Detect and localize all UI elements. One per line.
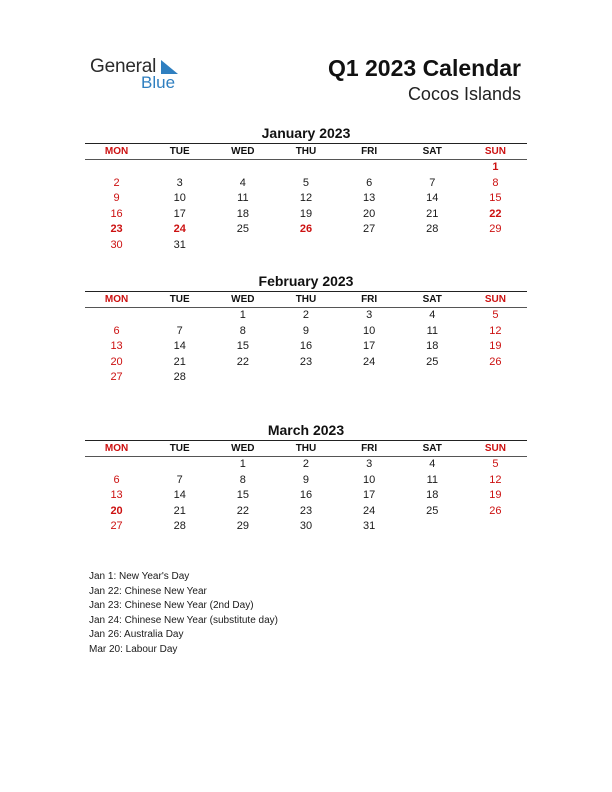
day-cell: 17 <box>363 340 376 352</box>
day-cell: 8 <box>492 176 499 189</box>
day-cell: 10 <box>363 473 376 486</box>
day-cell: 19 <box>299 207 313 220</box>
day-cell: 2 <box>302 309 310 321</box>
day-cell <box>274 238 337 254</box>
weekday-label: FRI <box>361 294 378 305</box>
week-row <box>85 355 527 371</box>
day-cell: 14 <box>426 192 439 204</box>
day-cell: 12 <box>489 473 502 486</box>
day-cell <box>464 370 527 386</box>
day-cell: 1 <box>239 458 246 470</box>
day-cell: 29 <box>489 223 502 235</box>
weekday-header <box>85 143 527 160</box>
page-title: Q1 2023 Calendar <box>327 55 521 81</box>
day-cell: 26 <box>299 223 313 235</box>
page-subtitle: Cocos Islands <box>407 84 521 104</box>
day-cell: 28 <box>173 520 186 532</box>
day-cell: 13 <box>363 192 376 204</box>
week-row <box>85 176 527 192</box>
day-cell <box>274 160 337 176</box>
day-cell: 12 <box>489 324 502 337</box>
day-cell: 2 <box>113 176 120 189</box>
day-cell <box>211 370 274 386</box>
day-cell: 25 <box>426 355 439 368</box>
day-cell: 10 <box>173 192 186 204</box>
day-cell: 18 <box>236 207 249 220</box>
day-cell: 21 <box>173 355 186 368</box>
week-row <box>85 160 527 176</box>
day-cell: 28 <box>173 371 186 383</box>
day-cell: 26 <box>489 504 502 517</box>
day-cell: 19 <box>489 340 502 352</box>
weekday-header <box>85 440 527 457</box>
day-cell: 23 <box>110 223 123 235</box>
weekday-label: WED <box>231 146 255 157</box>
day-cell: 26 <box>489 355 502 368</box>
week-row <box>85 308 527 324</box>
day-cell <box>338 160 401 176</box>
day-cell: 31 <box>173 238 186 251</box>
holiday-item: Mar 20: Labour Day <box>89 643 178 655</box>
holiday-item: Jan 23: Chinese New Year (2nd Day) <box>89 600 254 611</box>
day-cell: 23 <box>299 504 313 517</box>
holiday-item: Jan 26: Australia Day <box>89 629 184 640</box>
day-cell: 16 <box>299 340 313 352</box>
day-cell: 8 <box>239 324 246 337</box>
day-cell: 9 <box>113 192 120 204</box>
holiday-item: Jan 1: New Year's Day <box>89 571 190 582</box>
weekday-label: SAT <box>422 294 442 305</box>
holiday-list <box>89 570 278 657</box>
day-cell <box>338 370 401 386</box>
day-cell: 16 <box>110 207 123 220</box>
holiday-item: Jan 24: Chinese New Year (substitute day) <box>89 614 278 626</box>
day-cell: 23 <box>299 355 313 368</box>
weekday-label: FRI <box>361 443 378 454</box>
day-cell: 29 <box>236 520 249 532</box>
week-row <box>85 370 527 386</box>
weekday-header <box>85 291 527 308</box>
day-cell: 18 <box>426 340 439 352</box>
day-cell: 1 <box>239 309 246 321</box>
day-cell: 25 <box>236 223 249 235</box>
day-cell: 20 <box>110 504 123 517</box>
day-cell: 3 <box>366 309 373 321</box>
day-cell <box>401 519 464 535</box>
day-cell: 31 <box>363 520 376 532</box>
weekday-label: THU <box>295 294 317 305</box>
week-row <box>85 488 527 504</box>
day-cell <box>148 457 211 473</box>
weekday-label: FRI <box>361 146 378 157</box>
month-title: March 2023 <box>267 422 345 438</box>
day-cell: 21 <box>173 504 186 517</box>
day-cell: 16 <box>299 489 313 501</box>
day-cell: 30 <box>299 520 313 532</box>
day-cell: 6 <box>366 176 373 189</box>
day-cell: 24 <box>363 355 376 368</box>
week-row <box>85 324 527 340</box>
weekday-label: SAT <box>422 443 442 454</box>
day-cell: 27 <box>363 223 376 235</box>
day-cell <box>338 238 401 254</box>
day-cell: 5 <box>492 458 499 470</box>
day-cell: 27 <box>110 520 123 532</box>
weekday-label: TUE <box>169 443 190 454</box>
week-row <box>85 222 527 238</box>
day-cell: 13 <box>110 340 123 352</box>
month-calendar-january <box>85 123 527 253</box>
month-calendar-march <box>85 420 527 535</box>
day-cell: 11 <box>237 192 249 204</box>
month-title: January 2023 <box>261 125 351 141</box>
day-cell: 10 <box>363 324 376 337</box>
week-row <box>85 339 527 355</box>
week-row <box>85 191 527 207</box>
day-cell <box>211 160 274 176</box>
day-cell: 8 <box>239 473 246 486</box>
day-cell <box>464 519 527 535</box>
day-cell: 1 <box>492 161 499 173</box>
weekday-label: TUE <box>169 294 190 305</box>
day-cell <box>85 308 148 324</box>
day-cell: 24 <box>173 223 186 235</box>
weekday-label: SAT <box>422 146 442 157</box>
day-cell: 2 <box>302 458 310 470</box>
day-cell: 22 <box>236 355 249 368</box>
month-title: February 2023 <box>258 273 354 289</box>
day-cell: 17 <box>363 489 376 501</box>
day-cell: 5 <box>302 176 310 189</box>
day-cell: 24 <box>363 504 376 517</box>
day-cell <box>148 308 211 324</box>
weekday-label: TUE <box>169 146 190 157</box>
day-cell: 7 <box>429 176 436 189</box>
day-cell: 19 <box>489 489 502 501</box>
weekday-label: MON <box>104 294 129 305</box>
week-row <box>85 504 527 520</box>
weekday-label: WED <box>231 443 255 454</box>
day-cell: 6 <box>113 473 120 486</box>
day-cell <box>211 238 274 254</box>
day-cell: 5 <box>492 309 499 321</box>
day-cell <box>401 370 464 386</box>
day-cell: 6 <box>113 324 120 337</box>
weekday-label: THU <box>295 443 317 454</box>
day-cell: 27 <box>110 371 123 383</box>
weekday-label: WED <box>231 294 255 305</box>
day-cell: 15 <box>236 489 249 501</box>
day-cell <box>274 370 337 386</box>
day-cell <box>85 457 148 473</box>
day-cell: 4 <box>429 458 436 470</box>
weekday-label: MON <box>104 443 129 454</box>
day-cell: 28 <box>426 223 439 235</box>
weekday-label: THU <box>295 146 317 157</box>
day-cell: 22 <box>489 207 502 220</box>
day-cell <box>401 160 464 176</box>
day-cell: 4 <box>429 309 436 321</box>
day-cell: 15 <box>236 340 249 352</box>
day-cell <box>85 160 148 176</box>
weekday-label: SUN <box>484 443 506 454</box>
day-cell: 15 <box>489 192 502 204</box>
day-cell <box>464 238 527 254</box>
logo-text-general: General <box>90 56 157 77</box>
day-cell: 3 <box>366 458 373 470</box>
day-cell: 22 <box>236 504 249 517</box>
weekday-label: SUN <box>484 146 506 157</box>
day-cell: 4 <box>239 176 246 189</box>
day-cell: 25 <box>426 504 439 517</box>
day-cell: 3 <box>176 176 183 189</box>
day-cell: 20 <box>110 355 123 368</box>
day-cell: 18 <box>426 489 439 501</box>
week-row <box>85 238 527 254</box>
day-cell: 30 <box>110 238 123 251</box>
day-cell: 17 <box>173 207 186 220</box>
day-cell: 7 <box>176 324 183 337</box>
logo-text-blue: Blue <box>141 73 176 92</box>
day-cell: 20 <box>363 207 376 220</box>
day-cell: 14 <box>173 340 186 352</box>
day-cell: 7 <box>176 473 183 486</box>
day-cell: 13 <box>110 489 123 501</box>
day-cell: 11 <box>426 473 438 486</box>
day-cell: 14 <box>173 489 186 501</box>
day-cell: 11 <box>426 324 438 337</box>
month-calendar-february <box>85 271 527 386</box>
day-cell: 21 <box>426 207 439 220</box>
day-cell: 9 <box>302 473 310 486</box>
day-cell: 12 <box>299 192 313 204</box>
week-row <box>85 473 527 489</box>
holiday-item: Jan 22: Chinese New Year <box>89 585 207 597</box>
weekday-label: SUN <box>484 294 506 305</box>
week-row <box>85 207 527 223</box>
weekday-label: MON <box>104 146 129 157</box>
generalblue-logo <box>90 56 200 96</box>
week-row <box>85 519 527 535</box>
day-cell <box>148 160 211 176</box>
week-row <box>85 457 527 473</box>
day-cell: 9 <box>302 324 310 337</box>
day-cell <box>401 238 464 254</box>
